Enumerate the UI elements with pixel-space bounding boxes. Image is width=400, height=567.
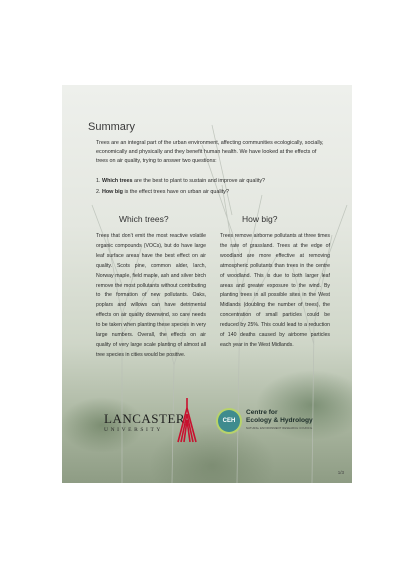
summary-title: Summary xyxy=(88,121,136,133)
which-trees-text: Trees that don’t emit the most reactive volatile organic compounds (VOCs), but do have large leaf surface areas have the best effect on air quality. Scots pine, common alder, larch, Norway maple, field maple, ash and silver birch remove the most pollutants without contributing to the formation of new pollutants. Oaks, poplars and willows can have detrimental effects on air quality downwind, so care needs to be taken when planting these species in very large numbers. Overall, the effects on air quality of very large scale planting of almost all tree species in cities would be positive. xyxy=(96,233,206,358)
lancaster-university-logo-name: LANCASTER xyxy=(104,411,186,426)
question-1: 1. Which trees are the best to plant to sustain and improve air quality? xyxy=(96,178,266,184)
document-page xyxy=(62,85,352,483)
ceh-logo-name: Centre for Ecology & Hydrology xyxy=(246,409,313,424)
ceh-logo-subtitle: NATURAL ENVIRONMENT RESEARCH COUNCIL xyxy=(246,427,313,430)
logos-strip xyxy=(92,396,332,446)
ceh-logo-icon: CEH xyxy=(218,410,240,432)
how-big-text: Trees remove airborne pollutants at three times the rate of grassland. Trees at the edge of woodland are more effective at removing atmospheric pollutants than trees in the centre of woodland. This is due to both larger leaf areas and greater exposure to the wind. By planting trees in all possible sites in the West Midlands (doubling the number of trees), the concentration of small particles could be reduced by 25%. This could lead to a reduction of 140 deaths caused by airborne particles each year in the West Midlands. xyxy=(220,233,330,348)
which-trees-heading: Which trees? xyxy=(119,214,169,224)
lancaster-red-emblem-icon xyxy=(174,396,200,446)
summary-intro: Trees are an integral part of the urban environment, affecting communities ecologically, socially, economically and physically and they benefit human health. We have looked at the effects of trees on air quality, trying to answer two questions: xyxy=(96,140,324,164)
lancaster-university-logo-sub: UNIVERSITY xyxy=(104,427,163,433)
how-big-heading: How big? xyxy=(242,214,278,224)
page-number: 1/3 xyxy=(337,470,344,475)
question-2: 2. How big is the effect trees have on urban air quality? xyxy=(96,189,229,195)
